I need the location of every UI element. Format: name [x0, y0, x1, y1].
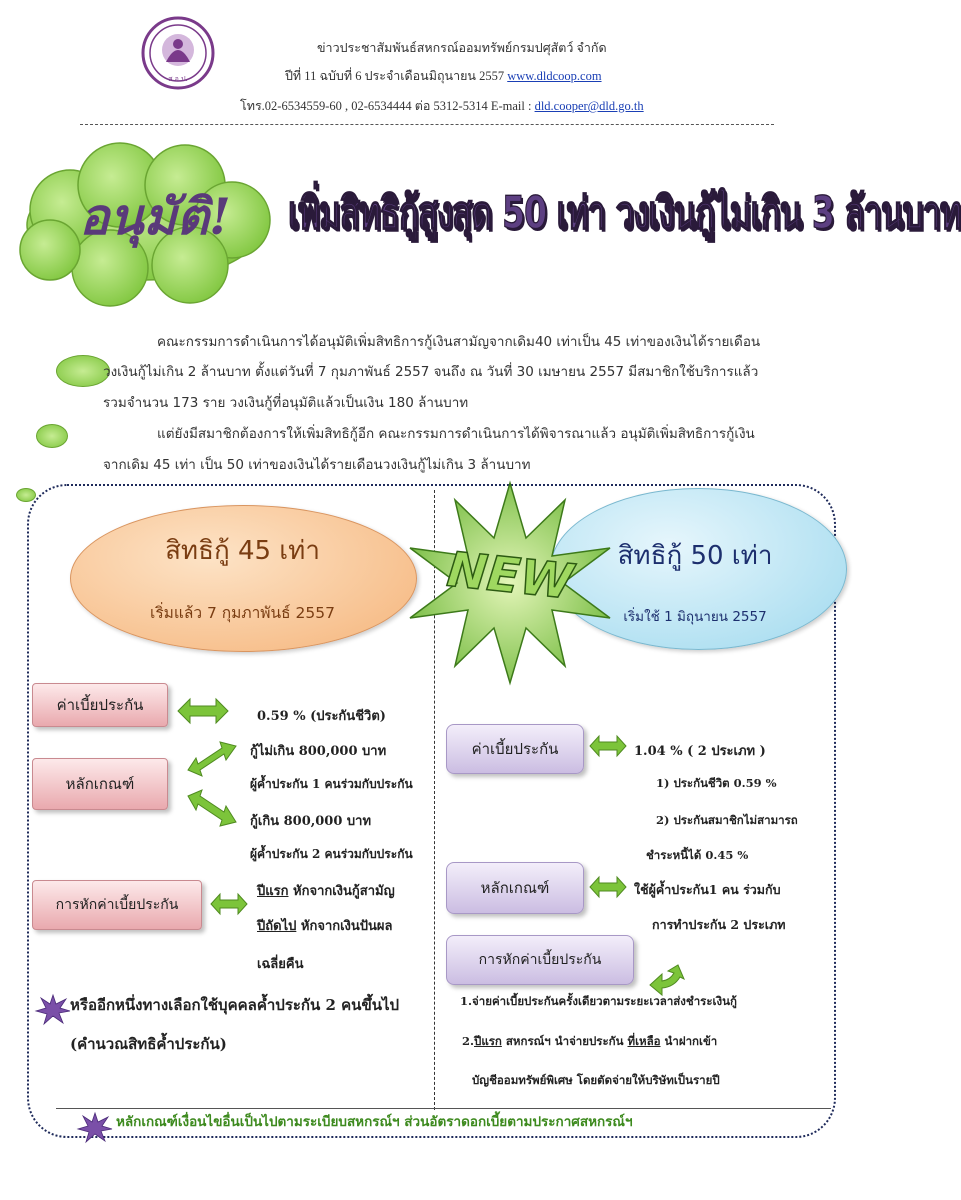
- header-line-3: [240, 96, 644, 116]
- right-deduct-2-term2: ที่เหลือ: [627, 1034, 661, 1048]
- left-deduct-label: การหักค่าเบี้ยประกัน: [32, 880, 202, 930]
- right-title: สิทธิกู้ 50 เท่า: [617, 541, 773, 571]
- footer-divider: [56, 1108, 831, 1109]
- right-premium-arrow-icon: [590, 735, 626, 761]
- right-premium-value: 1.04 % ( 2 ประเภท ): [634, 744, 766, 759]
- right-criteria-1: ใช้ผู้ค้ำประกัน1 คน ร่วมกับ: [634, 882, 781, 897]
- right-criteria-2: การทำประกัน 2 ประเภท: [652, 917, 786, 932]
- left-deduct-1-term: ปีแรก: [257, 884, 289, 899]
- decor-bubble-3: [16, 488, 36, 502]
- decor-bubble-1: [56, 355, 110, 387]
- headline: เพิ่มสิทธิกู้สูงสุด 50 เท่า วงเงินกู้ไม่เกิน 3 ล้านบาท: [288, 186, 961, 239]
- right-subtitle: เริ่มใช้ 1 มิถุนายน 2557: [623, 609, 767, 625]
- intro-p1-line3: รวมจำนวน 173 ราย วงเงินกู้ที่อนุมัติแล้วเป็นเงิน 180 ล้านบาท: [103, 395, 469, 411]
- seal-text: ส.อ.ป.: [168, 75, 188, 83]
- approved-text: อนุมัติ!: [79, 187, 231, 246]
- left-deduct-arrow-icon: [211, 893, 247, 919]
- header-divider: [80, 124, 774, 125]
- right-deduct-2-prefix: 2.: [462, 1034, 475, 1048]
- intro-p1-line2: วงเงินกู้ไม่เกิน 2 ล้านบาท ตั้งแต่วันที่ 7 กุมภาพันธ์ 2557 จนถึง ณ วันที่ 30 เมษายน 2557 มีสมาชิกใช้บริการแล้ว: [103, 364, 759, 380]
- left-criteria-1: กู้ไม่เกิน 800,000 บาท: [250, 744, 387, 759]
- left-deduct-3: เฉลี่ยคืน: [257, 957, 304, 972]
- right-deduct-2: [462, 1033, 717, 1051]
- email-link[interactable]: dld.cooper@dld.go.th: [534, 99, 644, 113]
- left-criteria-label: หลักเกณฑ์: [32, 758, 168, 810]
- left-alt-star-icon: [36, 995, 70, 1029]
- left-subtitle: เริ่มแล้ว 7 กุมภาพันธ์ 2557: [150, 604, 335, 622]
- right-premium-1: 1) ประกันชีวิต 0.59 %: [656, 776, 777, 790]
- coop-seal: [141, 16, 215, 90]
- right-deduct-3: บัญชีออมทรัพย์พิเศษ โดยตัดจ่ายให้บริษัทเป็นรายปี: [472, 1073, 720, 1087]
- left-criteria-2: ผู้ค้ำประกัน 1 คนร่วมกับประกัน: [250, 777, 413, 791]
- contact-info: โทร.02-6534559-60 , 02-6534444 ต่อ 5312-5314 E-mail :: [240, 99, 532, 113]
- intro-p1-line1: คณะกรรมการดำเนินการได้อนุมัติเพิ่มสิทธิการกู้เงินสามัญจากเดิม40 เท่าเป็น 45 เท่าของเงินได้รายเดือน: [157, 334, 761, 350]
- new-starburst: [405, 478, 615, 688]
- intro-p2-line2: จากเดิม 45 เท่า เป็น 50 เท่าของเงินได้รายเดือนวงเงินกู้ไม่เกิน 3 ล้านบาท: [103, 457, 531, 473]
- left-alternative-2: (คำนวณสิทธิค้ำประกัน): [70, 1035, 227, 1053]
- right-premium-label: ค่าเบี้ยประกัน: [446, 724, 584, 774]
- left-premium-label: ค่าเบี้ยประกัน: [32, 683, 168, 727]
- left-deduct-2-text: หักจากเงินปันผล: [296, 919, 393, 934]
- right-deduct-2-term1: ปีแรก: [474, 1034, 502, 1048]
- left-premium-arrow-icon: [178, 698, 228, 728]
- header-line-1: ข่าวประชาสัมพันธ์สหกรณ์ออมทรัพย์กรมปศุสัตว์ จำกัด: [317, 41, 607, 55]
- right-deduct-label: การหักค่าเบี้ยประกัน: [446, 935, 634, 985]
- left-criteria-arrow-up-icon: [188, 742, 236, 780]
- footer-note: หลักเกณฑ์เงื่อนไขอื่นเป็นไปตามระเบียบสหกรณ์ฯ ส่วนอัตราดอกเบี้ยตามประกาศสหกรณ์ฯ: [116, 1114, 633, 1130]
- left-deduct-1-text: หักจากเงินกู้สามัญ: [288, 884, 395, 899]
- new-text: NEW: [444, 541, 576, 611]
- left-criteria-arrow-down-icon: [188, 790, 236, 830]
- right-premium-3: ชำระหนี้ได้ 0.45 %: [646, 848, 749, 862]
- issue-info: ปีที่ 11 ฉบับที่ 6 ประจำเดือนมิถุนายน 2557: [285, 69, 505, 83]
- header-line-2: [285, 66, 602, 86]
- right-deduct-2-mid: สหกรณ์ฯ นำจ่ายประกัน: [501, 1034, 628, 1048]
- left-deduct-2: [257, 915, 393, 936]
- left-title: สิทธิกู้ 45 เท่า: [165, 536, 320, 566]
- right-criteria-arrow-icon: [590, 876, 626, 902]
- left-premium-value: 0.59 % (ประกันชีวิต): [257, 709, 386, 724]
- left-criteria-3: กู้เกิน 800,000 บาท: [250, 814, 372, 829]
- right-premium-2: 2) ประกันสมาชิกไม่สามารถ: [656, 813, 798, 827]
- left-oval: [70, 505, 417, 652]
- left-criteria-4: ผู้ค้ำประกัน 2 คนร่วมกับประกัน: [250, 847, 413, 861]
- decor-bubble-2: [36, 424, 68, 448]
- approved-cloud: [10, 140, 280, 310]
- left-deduct-2-term: ปีถัดไป: [257, 919, 297, 934]
- left-alternative-1: หรืออีกหนึ่งทางเลือกใช้บุคคลค้ำประกัน 2 คนขึ้นไป: [70, 996, 400, 1014]
- footer-star-icon: [78, 1113, 112, 1147]
- right-criteria-label: หลักเกณฑ์: [446, 862, 584, 914]
- left-deduct-1: [257, 880, 395, 901]
- right-deduct-1: 1.จ่ายค่าเบี้ยประกันครั้งเดียวตามระยะเวลาส่งชำระเงินกู้: [460, 994, 737, 1008]
- website-link[interactable]: www.dldcoop.com: [507, 69, 602, 83]
- intro-p2-line1: แต่ยังมีสมาชิกต้องการให้เพิ่มสิทธิกู้อีก คณะกรรมการดำเนินการได้พิจารณาแล้ว อนุมัติเพิ่มสิทธิการกู้เงิน: [157, 426, 755, 442]
- right-deduct-2-post: นำฝากเข้า: [660, 1034, 718, 1048]
